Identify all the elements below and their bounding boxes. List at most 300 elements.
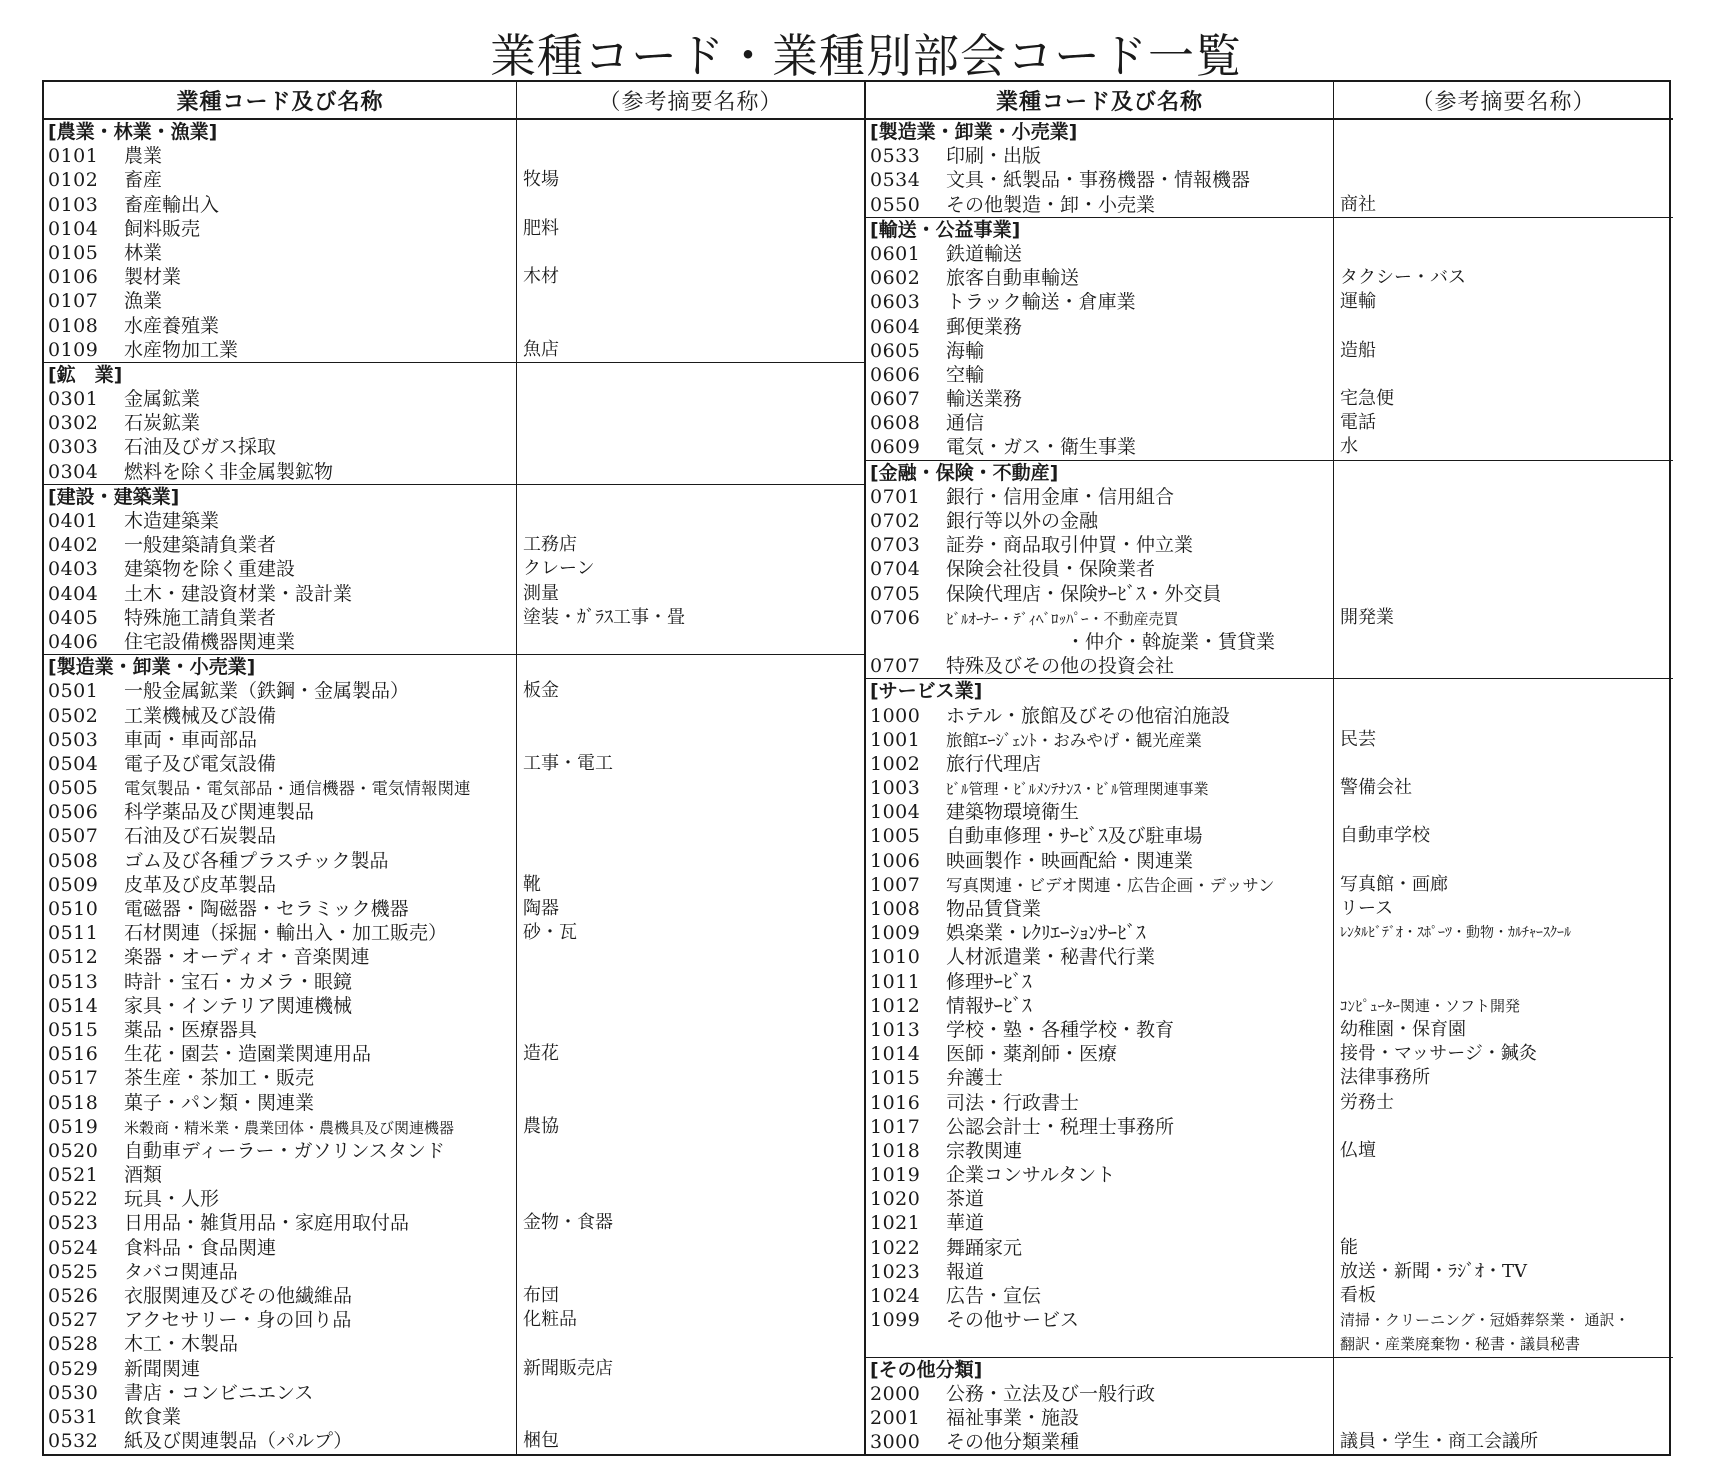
industry-name: ホテル・旅館及びその他宿泊施設 xyxy=(946,704,1231,727)
industry-code: 2001 xyxy=(870,1406,921,1429)
industry-code: 1016 xyxy=(870,1091,921,1114)
industry-name: その他サービス xyxy=(946,1309,1080,1332)
ref-spacer xyxy=(1334,218,1673,242)
code-row xyxy=(866,144,1333,168)
industry-name: 公認会計士・税理士事務所 xyxy=(946,1115,1175,1138)
reference-name: リース xyxy=(1340,898,1394,919)
code-row xyxy=(866,509,1333,533)
code-row xyxy=(44,217,516,241)
reference-name xyxy=(1334,849,1673,873)
industry-code: 0521 xyxy=(48,1164,99,1187)
industry-code: 0520 xyxy=(48,1139,99,1162)
code-row xyxy=(44,970,516,994)
reference-name: 警備会社 xyxy=(1340,777,1412,799)
industry-name: 農業 xyxy=(124,145,163,168)
reference-name xyxy=(517,1260,864,1284)
industry-code: 0706 xyxy=(870,606,921,629)
industry-name: 製材業 xyxy=(124,266,182,289)
reference-name xyxy=(517,970,864,994)
industry-name: 科学薬品及び関連製品 xyxy=(124,801,315,824)
code-row xyxy=(866,363,1333,387)
industry-code: 0304 xyxy=(48,460,99,483)
reference-name xyxy=(517,1018,864,1042)
industry-name: 木工・木製品 xyxy=(124,1333,239,1356)
industry-name: 茶生産・茶加工・販売 xyxy=(124,1067,315,1090)
industry-name: 食料品・食品関連 xyxy=(124,1236,277,1259)
reference-name xyxy=(1334,970,1673,994)
reference-name xyxy=(517,1381,864,1405)
industry-name: ゴム及び各種プラスチック製品 xyxy=(124,849,389,872)
ref-spacer xyxy=(1334,1358,1673,1382)
reference-name xyxy=(1334,242,1673,266)
industry-name: 時計・宝石・カメラ・眼鏡 xyxy=(124,970,353,993)
code-row xyxy=(44,1066,516,1090)
reference-name: 看板 xyxy=(1340,1285,1376,1306)
reference-name: 測量 xyxy=(523,582,559,604)
industry-name: 郵便業務 xyxy=(946,315,1023,338)
industry-name: 木造建築業 xyxy=(124,510,220,532)
industry-code: 0604 xyxy=(870,315,921,338)
industry-code: 1000 xyxy=(870,704,921,727)
code-row xyxy=(866,1018,1333,1042)
industry-name: 物品賃貸業 xyxy=(946,898,1042,920)
reference-name xyxy=(1334,704,1673,728)
reference-name xyxy=(517,1236,864,1260)
industry-code: 0102 xyxy=(48,169,99,192)
industry-code: 0529 xyxy=(48,1357,99,1380)
code-row xyxy=(866,435,1333,459)
code-row xyxy=(44,873,516,897)
code-row xyxy=(44,921,516,945)
reference-name xyxy=(1334,533,1673,557)
code-row xyxy=(44,387,516,411)
code-row xyxy=(866,849,1333,873)
reference-name xyxy=(1334,557,1673,581)
industry-code: 1010 xyxy=(870,946,921,969)
industry-code: 0508 xyxy=(48,849,99,872)
industry-code: 1015 xyxy=(870,1067,921,1090)
industry-code: 0403 xyxy=(48,558,99,581)
industry-code: 0509 xyxy=(48,873,99,896)
reference-name xyxy=(517,945,864,969)
code-row xyxy=(866,485,1333,509)
industry-code: 0522 xyxy=(48,1188,99,1211)
reference-name: ﾚﾝﾀﾙﾋﾞﾃﾞｵ・ｽﾎﾟｰﾂ・動物・ｶﾙﾁｬｰｽｸｰﾙ xyxy=(1340,925,1571,942)
industry-name: 畜産 xyxy=(124,169,163,192)
section-ref xyxy=(517,655,864,1454)
industry-name: 飼料販売 xyxy=(124,217,201,240)
industry-code: 0550 xyxy=(870,193,921,216)
code-row xyxy=(866,1236,1333,1260)
industry-code: 0518 xyxy=(48,1091,99,1114)
reference-name: 能 xyxy=(1340,1236,1358,1258)
industry-name: 旅行代理店 xyxy=(946,752,1042,775)
industry-name: 海輸 xyxy=(946,339,985,362)
industry-code: 0514 xyxy=(48,994,99,1017)
code-row xyxy=(44,606,516,630)
industry-code: 0705 xyxy=(870,582,921,605)
reference-name: 議員・学生・商工会議所 xyxy=(1340,1431,1538,1453)
reference-name: 接骨・マッサージ・鍼灸 xyxy=(1340,1043,1537,1065)
industry-code: 0401 xyxy=(48,510,99,532)
industry-name: 保険代理店・保険ｻｰﾋﾞｽ・外交員 xyxy=(946,582,1222,605)
page-title: 業種コード・業種別部会コード一覧 xyxy=(490,29,1242,83)
industry-name: 建築物を除く重建設 xyxy=(124,558,296,581)
industry-name: トラック輸送・倉庫業 xyxy=(946,291,1136,314)
industry-name: その他分類業種 xyxy=(946,1431,1080,1454)
industry-code: 0528 xyxy=(48,1333,99,1356)
industry-code: 0517 xyxy=(48,1067,99,1090)
left-ref-header: （参考摘要名称） xyxy=(517,82,864,120)
code-row xyxy=(866,752,1333,776)
industry-code: 1009 xyxy=(870,922,921,945)
industry-code: 0507 xyxy=(48,825,99,848)
reference-name: タクシー・バス xyxy=(1340,267,1466,289)
code-row xyxy=(866,994,1333,1018)
reference-name: 写真館・画廊 xyxy=(1340,873,1448,895)
reference-name: 肥料 xyxy=(523,217,559,239)
code-row xyxy=(44,338,516,362)
code-row xyxy=(866,970,1333,994)
industry-code: 1024 xyxy=(870,1285,921,1307)
reference-name xyxy=(1334,315,1673,339)
code-row xyxy=(44,776,516,800)
industry-name: 漁業 xyxy=(124,290,163,313)
section-ref xyxy=(517,363,864,485)
code-row xyxy=(866,800,1333,824)
code-row xyxy=(44,824,516,848)
industry-name: 林業 xyxy=(124,241,163,264)
reference-name: 放送・新聞・ﾗｼﾞｵ・TV xyxy=(1340,1260,1528,1282)
section-ref xyxy=(1334,120,1673,218)
reference-name xyxy=(517,1139,864,1163)
code-row xyxy=(866,1430,1333,1454)
industry-code: 1004 xyxy=(870,801,921,824)
reference-name: 魚店 xyxy=(523,338,559,360)
industry-code: 3000 xyxy=(870,1431,921,1454)
code-row xyxy=(44,509,516,533)
reference-name xyxy=(517,630,864,654)
reference-name: 金物・食器 xyxy=(523,1212,613,1234)
ref-spacer xyxy=(1334,120,1673,144)
industry-name: 石油及び石炭製品 xyxy=(124,825,277,848)
industry-code: 1014 xyxy=(870,1043,921,1066)
industry-name: 企業コンサルタント xyxy=(946,1164,1116,1187)
section xyxy=(866,218,1333,461)
reference-name xyxy=(517,800,864,824)
code-row xyxy=(44,411,516,435)
industry-code: 0519 xyxy=(48,1115,99,1138)
code-row xyxy=(866,776,1333,800)
reference-name: 塗装・ｶﾞﾗｽ工事・畳 xyxy=(523,606,685,628)
industry-code: 0533 xyxy=(870,145,921,168)
code-row xyxy=(44,1236,516,1260)
code-row xyxy=(44,289,516,313)
industry-code: 0534 xyxy=(870,169,921,192)
right-ref-column xyxy=(1334,82,1673,1454)
left-name-column xyxy=(44,82,517,1454)
industry-code: 0108 xyxy=(48,314,99,337)
code-row xyxy=(866,411,1333,435)
industry-name: 玩具・人形 xyxy=(124,1188,220,1211)
industry-name: 銀行・信用金庫・信用組合 xyxy=(946,485,1175,508)
industry-name: 飲食業 xyxy=(124,1405,182,1428)
industry-name: 写真関連・ビデオ関連・広告企画・デッサン xyxy=(946,875,1275,895)
reference-name xyxy=(1334,582,1673,606)
industry-code: 0301 xyxy=(48,388,99,411)
reference-name: 翻訳・産業廃棄物・秘書・議員秘書 xyxy=(1340,1335,1581,1354)
reference-name xyxy=(1334,1163,1673,1187)
reference-name: ｺﾝﾋﾟｭｰﾀｰ関連・ソフト開発 xyxy=(1340,996,1521,1015)
reference-name xyxy=(517,1187,864,1211)
code-row xyxy=(44,533,516,557)
reference-name xyxy=(1334,800,1673,824)
reference-name: 工務店 xyxy=(523,534,577,556)
industry-code: 0405 xyxy=(48,606,99,629)
code-row xyxy=(44,679,516,703)
industry-name: 薬品・医療器具 xyxy=(124,1018,258,1041)
code-row xyxy=(44,557,516,581)
industry-name: 情報ｻｰﾋﾞｽ xyxy=(946,994,1032,1017)
section-title: [サービス業] xyxy=(870,680,983,703)
section xyxy=(44,485,516,655)
section-title: [金融・保険・不動産] xyxy=(870,461,1059,484)
industry-name: 公務・立法及び一般行政 xyxy=(946,1382,1156,1405)
left-name-header: 業種コード及び名称 xyxy=(44,82,516,120)
code-row xyxy=(44,1260,516,1284)
industry-name: 宗教関連 xyxy=(946,1139,1023,1162)
section-title: [建設・建築業] xyxy=(48,485,180,508)
section-ref xyxy=(517,120,864,363)
reference-name: 幼稚園・保育園 xyxy=(1340,1018,1466,1040)
code-row xyxy=(44,1405,516,1429)
reference-name xyxy=(517,314,864,338)
section xyxy=(866,1358,1333,1455)
code-row xyxy=(44,630,516,654)
code-row xyxy=(866,704,1333,728)
reference-name xyxy=(517,193,864,217)
code-row xyxy=(866,1382,1333,1406)
ref-spacer xyxy=(517,363,864,387)
code-row xyxy=(866,1042,1333,1066)
code-row xyxy=(44,241,516,265)
industry-code: 0513 xyxy=(48,970,99,993)
code-row xyxy=(866,582,1333,606)
reference-name xyxy=(517,241,864,265)
reference-name: 労務士 xyxy=(1340,1091,1394,1113)
code-row xyxy=(866,1066,1333,1090)
code-row xyxy=(866,242,1333,266)
section-title: [輸送・公益事業] xyxy=(870,218,1021,241)
industry-code: 1007 xyxy=(870,873,921,896)
industry-name: 電子及び電気設備 xyxy=(124,752,277,775)
reference-name: 牧場 xyxy=(523,169,559,191)
industry-name: 印刷・出版 xyxy=(946,145,1042,168)
industry-name: 広告・宣伝 xyxy=(946,1285,1042,1307)
reference-name: 布団 xyxy=(523,1285,559,1306)
industry-code: 0701 xyxy=(870,485,921,508)
code-row xyxy=(44,728,516,752)
reference-name xyxy=(517,1405,864,1429)
section-ref xyxy=(1334,1358,1673,1455)
industry-name: アクセサリー・身の回り品 xyxy=(124,1309,352,1332)
code-row xyxy=(44,144,516,168)
industry-name: 銀行等以外の金融 xyxy=(946,510,1099,532)
reference-name xyxy=(1334,630,1673,654)
code-row xyxy=(44,1429,516,1453)
industry-code: 0504 xyxy=(48,752,99,775)
industry-code: 0601 xyxy=(870,242,921,265)
industry-code: 0104 xyxy=(48,217,99,240)
industry-name: 証券・商品取引仲買・仲立業 xyxy=(946,534,1194,557)
reference-name xyxy=(517,1066,864,1090)
industry-code: 1012 xyxy=(870,994,921,1017)
code-row xyxy=(866,921,1333,945)
code-row xyxy=(44,193,516,217)
industry-code: 0609 xyxy=(870,436,921,459)
industry-name: 家具・インテリア関連機械 xyxy=(124,994,353,1017)
section xyxy=(866,120,1333,218)
reference-name xyxy=(1334,1382,1673,1406)
reference-name xyxy=(517,435,864,459)
reference-name: 開発業 xyxy=(1340,606,1394,628)
section-title: [その他分類] xyxy=(870,1358,983,1381)
industry-name: 報道 xyxy=(946,1260,985,1283)
industry-code: 0527 xyxy=(48,1309,99,1332)
section xyxy=(44,120,516,363)
industry-code: 0603 xyxy=(870,291,921,314)
industry-name: 石材関連（採掘・輸出入・加工販売） xyxy=(124,922,448,945)
code-row xyxy=(44,1042,516,1066)
industry-name: 米穀商・精米業・農業団体・農機具及び関連機器 xyxy=(124,1118,455,1137)
right-name-column xyxy=(866,82,1334,1454)
reference-name xyxy=(1334,363,1673,387)
industry-code: 0530 xyxy=(48,1381,99,1404)
industry-code: 0103 xyxy=(48,193,99,216)
code-row xyxy=(44,1332,516,1356)
industry-code: 0702 xyxy=(870,510,921,532)
section-ref xyxy=(1334,679,1673,1357)
industry-code: 1013 xyxy=(870,1018,921,1041)
industry-code: 0406 xyxy=(48,630,99,653)
section-ref xyxy=(517,485,864,655)
industry-code: 0402 xyxy=(48,534,99,557)
code-row xyxy=(866,168,1333,192)
left-ref-column xyxy=(517,82,866,1454)
industry-code: 0303 xyxy=(48,436,99,459)
reference-name: 商社 xyxy=(1340,193,1376,215)
industry-name: 華道 xyxy=(946,1212,985,1235)
code-row xyxy=(866,873,1333,897)
industry-name: 菓子・パン類・関連業 xyxy=(124,1091,315,1114)
reference-name xyxy=(517,387,864,411)
reference-name: 陶器 xyxy=(523,898,559,919)
industry-name: 建築物環境衛生 xyxy=(946,801,1080,824)
industry-code: 0501 xyxy=(48,680,99,703)
reference-name xyxy=(1334,1187,1673,1211)
reference-name: 水 xyxy=(1340,436,1358,458)
industry-name: 特殊施工請負業者 xyxy=(124,606,277,629)
industry-code: 0703 xyxy=(870,534,921,557)
industry-code: 1011 xyxy=(870,970,921,993)
reference-name xyxy=(1334,1211,1673,1235)
industry-code: 1001 xyxy=(870,728,921,751)
code-row xyxy=(44,849,516,873)
industry-code: 0602 xyxy=(870,267,921,290)
reference-name xyxy=(517,1091,864,1115)
industry-name: 酒類 xyxy=(124,1164,163,1187)
code-row xyxy=(44,1284,516,1308)
industry-code: 0532 xyxy=(48,1430,99,1453)
industry-code: 0510 xyxy=(48,898,99,920)
industry-name: 住宅設備機器関連業 xyxy=(124,630,296,653)
section xyxy=(866,679,1333,1357)
industry-name: 鉄道輸送 xyxy=(946,242,1023,265)
code-row xyxy=(44,1115,516,1139)
reference-name: 靴 xyxy=(523,873,541,895)
industry-code: 0107 xyxy=(48,290,99,313)
industry-name: ﾋﾞﾙｵｰﾅｰ・ﾃﾞｨﾍﾞﾛｯﾊﾟｰ・不動産売買 xyxy=(946,609,1179,628)
industry-name: 自動車ディーラー・ガソリンスタンド xyxy=(124,1139,445,1162)
industry-name: 通信 xyxy=(946,412,985,435)
reference-name xyxy=(517,849,864,873)
code-row xyxy=(44,1139,516,1163)
industry-name: 映画製作・映画配給・関連業 xyxy=(946,849,1194,872)
code-row xyxy=(866,533,1333,557)
industry-name: ﾋﾞﾙ管理・ﾋﾞﾙﾒﾝﾃﾅﾝｽ・ﾋﾞﾙ管理関連事業 xyxy=(946,780,1209,799)
code-row xyxy=(866,266,1333,290)
industry-name: タバコ関連品 xyxy=(124,1260,238,1283)
industry-name: 畜産輸出入 xyxy=(124,193,220,216)
industry-code: 0106 xyxy=(48,266,99,289)
code-row xyxy=(44,265,516,289)
reference-name xyxy=(517,704,864,728)
industry-name: 車両・車両部品 xyxy=(124,728,258,751)
reference-name: 宅急便 xyxy=(1340,388,1394,410)
code-row xyxy=(44,1163,516,1187)
code-row xyxy=(44,435,516,459)
industry-name: その他製造・卸・小売業 xyxy=(946,193,1156,216)
section-ref xyxy=(1334,218,1673,461)
industry-code: 0704 xyxy=(870,558,921,581)
code-row xyxy=(866,1091,1333,1115)
ref-spacer xyxy=(1334,679,1673,703)
industry-code: 1099 xyxy=(870,1309,921,1332)
industry-code: 1008 xyxy=(870,898,921,920)
industry-code: 1020 xyxy=(870,1188,921,1211)
industry-code: 0606 xyxy=(870,363,921,386)
code-row xyxy=(866,339,1333,363)
reference-name xyxy=(517,144,864,168)
reference-name xyxy=(1334,168,1673,192)
code-row xyxy=(44,168,516,192)
reference-name xyxy=(517,994,864,1018)
reference-name: 農協 xyxy=(523,1115,559,1137)
industry-code-table xyxy=(42,80,1671,1456)
industry-name: 一般金属鉱業（鉄鋼・金属製品） xyxy=(124,680,410,703)
industry-name: 新聞関連 xyxy=(124,1357,201,1380)
code-row xyxy=(866,315,1333,339)
code-row xyxy=(44,752,516,776)
section-title: [製造業・卸業・小売業] xyxy=(48,656,256,679)
reference-name xyxy=(517,824,864,848)
industry-name: 一般建築請負業者 xyxy=(124,534,277,557)
section xyxy=(866,461,1333,680)
industry-name: 電気製品・電気部品・通信機器・電気情報関連 xyxy=(124,779,471,799)
industry-name: 茶道 xyxy=(946,1188,985,1211)
right-ref-header: （参考摘要名称） xyxy=(1334,82,1673,120)
industry-name: 弁護士 xyxy=(946,1067,1004,1090)
